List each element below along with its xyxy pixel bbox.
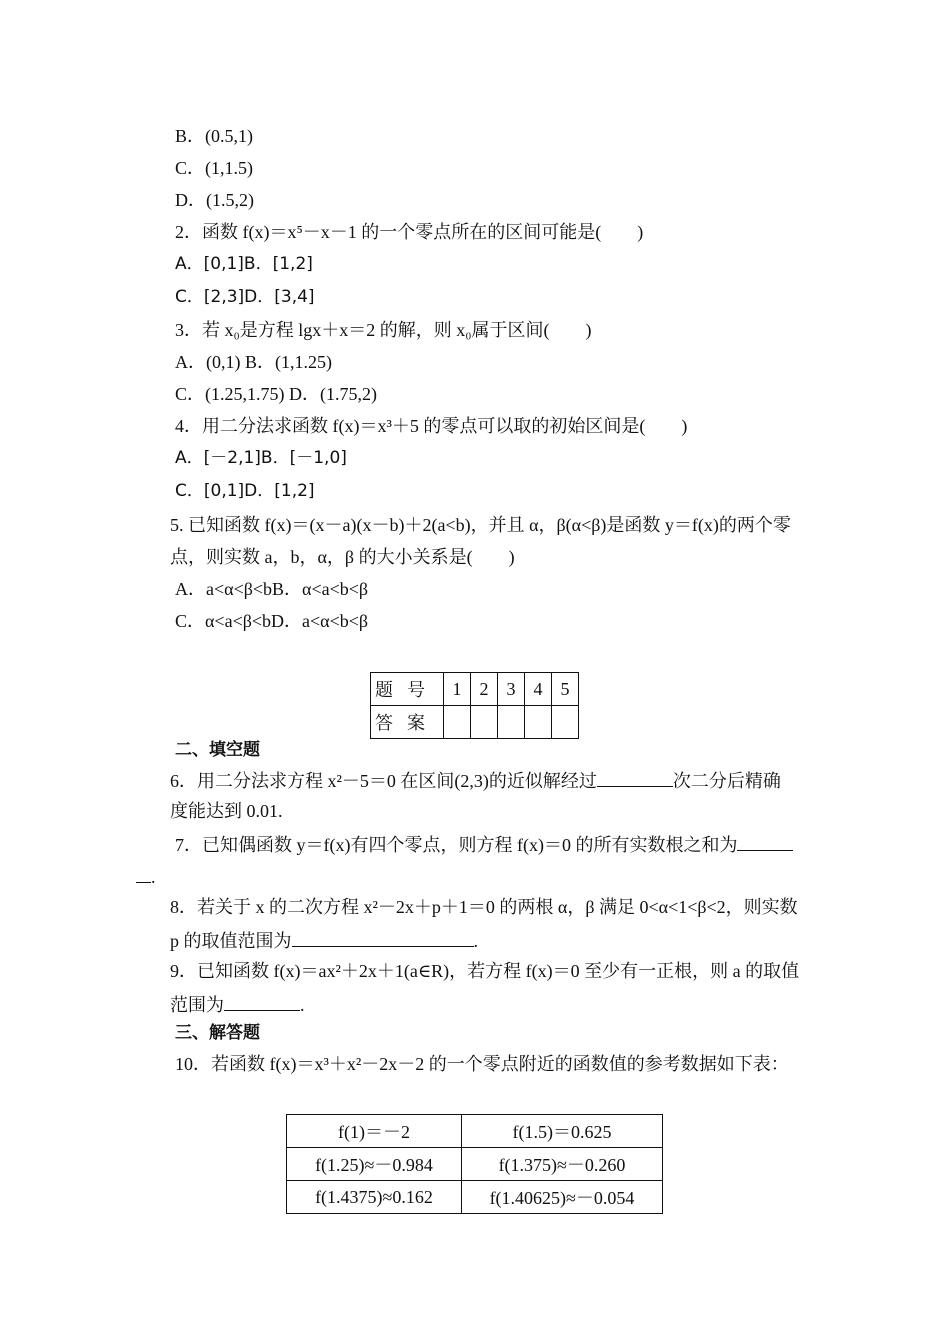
q8-line2 [170,928,478,952]
q2-options-ab: A．[0,1]B．[1,2] [175,254,313,274]
q5-options-ab: A．a<α<β<bB．α<a<b<β [175,579,369,599]
answer-table-header-answer: 答案 [371,706,444,739]
answer-table-num: 1 [444,673,471,706]
q10-stem: 10．若函数 f(x)＝x³＋x²－2x－2 的一个零点附近的函数值的参考数据如下表： [175,1054,789,1074]
answer-cell[interactable] [525,706,552,739]
q7-line1 [175,832,793,856]
table-cell: f(1.25)≈－0.984 [287,1148,462,1181]
section-2-title: 二、填空题 [175,740,260,760]
section-3-title: 三、解答题 [175,1023,260,1043]
q3-options-ab: A．(0,1) B．(1,1.25) [175,352,332,372]
table-cell: f(1.4375)≈0.162 [287,1181,462,1214]
q6-line2: 度能达到 0.01. [170,801,283,821]
q7-blank-b[interactable] [136,864,151,883]
q6-blank[interactable] [597,768,673,787]
q9-line2 [170,992,305,1016]
option-b-prev: B．(0.5,1) [175,126,253,146]
table-row [287,1148,663,1181]
q6-text-a: 6．用二分法求方程 x²－5＝0 在区间(2,3)的近似解经过 [170,771,597,791]
q8-blank[interactable] [292,928,474,947]
reference-data-table [286,1114,663,1214]
q8-line1: 8．若关于 x 的二次方程 x²－2x＋p＋1＝0 的两根 α，β 满足 0<α<1<β<2，则实数 [170,897,798,917]
q5-stem-line2: 点，则实数 a，b，α，β 的大小关系是( ) [170,547,515,567]
answer-cell[interactable] [552,706,579,739]
q9-blank[interactable] [224,992,300,1011]
option-d-prev: D．(1.5,2) [175,190,254,210]
answer-table-num: 4 [525,673,552,706]
q5-options-cd: C．α<a<β<bD．a<α<b<β [175,611,369,631]
q5-stem-line1: 5. 已知函数 f(x)＝(x－a)(x－b)＋2(a<b)，并且 α，β(α<β)是函数 y＝f(x)的两个零 [170,515,791,535]
q6-line1 [170,768,781,792]
answer-cell[interactable] [498,706,525,739]
q4-stem: 4．用二分法求函数 f(x)＝x³＋5 的零点可以取的初始区间是( ) [175,416,688,436]
table-cell: f(1.40625)≈－0.054 [462,1181,663,1214]
table-cell: f(1.5)＝0.625 [462,1115,663,1148]
table-row [287,1181,663,1214]
q7-text: 7．已知偶函数 y＝f(x)有四个零点，则方程 f(x)＝0 的所有实数根之和为 [175,835,738,855]
q6-text-b: 次二分后精确 [672,771,781,791]
q7-line2 [136,864,156,888]
answer-table-num: 2 [471,673,498,706]
q4-options-ab: A．[－2,1]B．[－1,0] [175,448,347,468]
q9-text-a: 范围为 [170,995,224,1015]
answer-table-num: 3 [498,673,525,706]
q7-blank-a[interactable] [737,832,793,851]
answer-table [370,672,579,739]
answer-table-num: 5 [552,673,579,706]
option-c-prev: C．(1,1.5) [175,158,253,178]
q9-line1: 9．已知函数 f(x)＝ax²＋2x＋1(a∈R)，若方程 f(x)＝0 至少有一正根，则 a 的取值 [170,961,800,981]
q9-text-b: . [300,995,305,1015]
answer-cell[interactable] [444,706,471,739]
q2-options-cd: C．[2,3]D．[3,4] [175,287,315,307]
q3-stem: 3．若 x₀是方程 lgx＋x＝2 的解，则 x₀属于区间( ) [175,320,592,340]
q3-options-cd: C．(1.25,1.75) D．(1.75,2) [175,384,377,404]
table-cell: f(1.375)≈－0.260 [462,1148,663,1181]
table-row [287,1115,663,1148]
answer-table-header-number: 题号 [371,673,444,706]
q8-text-a: p 的取值范围为 [170,931,292,951]
q8-text-b: . [473,931,478,951]
q2-stem: 2．函数 f(x)＝x⁵－x－1 的一个零点所在的区间可能是( ) [175,222,644,242]
table-cell: f(1)＝－2 [287,1115,462,1148]
q4-options-cd: C．[0,1]D．[1,2] [175,481,315,501]
answer-cell[interactable] [471,706,498,739]
q7-text-end: . [151,867,156,887]
